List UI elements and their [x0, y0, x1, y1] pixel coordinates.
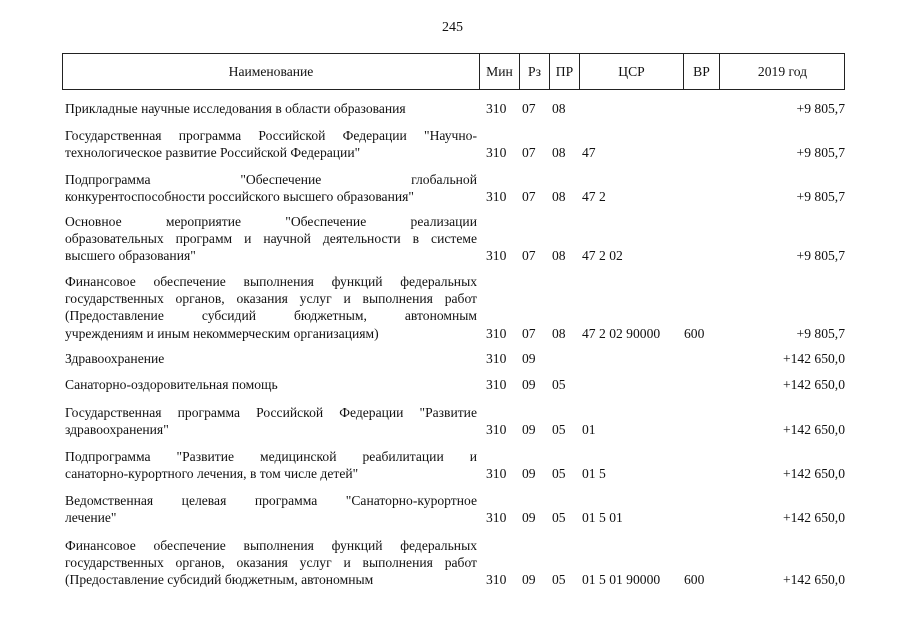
- table-row: [62, 376, 845, 393]
- row-name: [65, 273, 477, 342]
- cell-rz: 09: [522, 510, 536, 526]
- cell-amount: +9 805,7: [796, 100, 845, 116]
- cell-rz: 09: [522, 350, 536, 366]
- cell-min: 310: [486, 189, 507, 205]
- cell-rz: 09: [522, 572, 536, 588]
- row-name-line: санаторно-курортного лечения, в том числе детей": [65, 466, 359, 482]
- row-name-line: лечение": [65, 510, 117, 526]
- row-name: [65, 100, 477, 117]
- table-header: [62, 53, 845, 90]
- cell-pr: 05: [552, 376, 566, 392]
- cell-amount: +9 805,7: [796, 325, 845, 341]
- cell-pr: 08: [552, 248, 566, 264]
- cell-rz: 07: [522, 248, 536, 264]
- header-csr: ЦСР: [579, 54, 683, 89]
- cell-csr: 01 5 01: [582, 510, 623, 526]
- row-name: [65, 537, 477, 589]
- cell-pr: 05: [552, 510, 566, 526]
- cell-csr: 47: [582, 145, 596, 161]
- header-vr: ВР: [683, 54, 719, 89]
- row-name-line: Ведомственная целевая программа "Санаторно-курортное: [65, 493, 477, 508]
- cell-min: 310: [486, 376, 507, 392]
- table-row: [62, 350, 845, 367]
- row-name: [65, 213, 477, 265]
- cell-min: 310: [486, 248, 507, 264]
- table-row: [62, 448, 845, 482]
- cell-min: 310: [486, 325, 507, 341]
- cell-min: 310: [486, 145, 507, 161]
- cell-min: 310: [486, 572, 507, 588]
- row-name-line: конкурентоспособности российского высшего образования": [65, 189, 414, 205]
- cell-amount: +9 805,7: [796, 189, 845, 205]
- row-name-line: (Предоставление субсидий бюджетным, автономным: [65, 572, 374, 588]
- cell-csr: 47 2 02 90000: [582, 325, 661, 341]
- cell-min: 310: [486, 350, 507, 366]
- cell-amount: +142 650,0: [782, 376, 845, 392]
- cell-rz: 09: [522, 376, 536, 392]
- row-name-line: учреждениям и иным некоммерческим организациям): [65, 325, 379, 341]
- cell-pr: 08: [552, 100, 566, 116]
- cell-min: 310: [486, 466, 507, 482]
- cell-rz: 07: [522, 145, 536, 161]
- cell-amount: +142 650,0: [782, 466, 845, 482]
- header-year: 2019 год: [719, 54, 845, 89]
- row-name: [65, 492, 477, 526]
- row-name: [65, 127, 477, 161]
- row-name-line: Финансовое обеспечение выполнения функций федеральных: [65, 274, 477, 289]
- row-name-line: Государственная программа Российской Федерации "Развитие: [65, 405, 477, 420]
- row-name-line: здравоохранения": [65, 422, 169, 438]
- row-name: [65, 350, 477, 367]
- cell-rz: 09: [522, 422, 536, 438]
- row-name: [65, 404, 477, 438]
- row-name-line: государственных органов, оказания услуг и выполнения работ: [65, 555, 477, 571]
- table-row: [62, 127, 845, 161]
- cell-rz: 07: [522, 100, 536, 116]
- cell-csr: 01: [582, 422, 596, 438]
- cell-amount: +142 650,0: [782, 572, 845, 588]
- row-name: [65, 171, 477, 205]
- row-name-line: Прикладные научные исследования в области образования: [65, 101, 406, 116]
- table-row: [62, 492, 845, 526]
- cell-vr: 600: [684, 572, 705, 588]
- row-name-line: высшего образования": [65, 248, 196, 264]
- table-row: [62, 404, 845, 438]
- header-rz: Рз: [519, 54, 549, 89]
- row-name-line: Здравоохранение: [65, 351, 165, 366]
- cell-min: 310: [486, 422, 507, 438]
- table-row: [62, 171, 845, 205]
- row-name-line: государственных органов, оказания услуг и выполнения работ: [65, 291, 477, 307]
- table-row: [62, 273, 845, 342]
- cell-csr: 47 2: [582, 189, 606, 205]
- cell-amount: +142 650,0: [782, 510, 845, 526]
- header-min: Мин: [479, 54, 519, 89]
- cell-rz: 07: [522, 189, 536, 205]
- cell-min: 310: [486, 100, 507, 116]
- cell-csr: 47 2 02: [582, 248, 623, 264]
- row-name-line: Основное мероприятие "Обеспечение реализации: [65, 214, 477, 229]
- cell-pr: 08: [552, 325, 566, 341]
- cell-min: 310: [486, 510, 507, 526]
- row-name: [65, 448, 477, 482]
- cell-pr: 08: [552, 145, 566, 161]
- header-pr: ПР: [549, 54, 579, 89]
- cell-amount: +142 650,0: [782, 350, 845, 366]
- cell-pr: 05: [552, 572, 566, 588]
- cell-pr: 05: [552, 466, 566, 482]
- row-name-line: Подпрограмма "Развитие медицинской реабилитации и: [65, 449, 477, 464]
- table-row: [62, 100, 845, 117]
- cell-rz: 09: [522, 466, 536, 482]
- cell-vr: 600: [684, 325, 705, 341]
- cell-csr: 01 5 01 90000: [582, 572, 661, 588]
- table-row: [62, 213, 845, 265]
- row-name-line: Государственная программа Российской Федерации "Научно-: [65, 128, 477, 143]
- page-number: 245: [442, 20, 463, 35]
- cell-csr: 01 5: [582, 466, 606, 482]
- cell-pr: 08: [552, 189, 566, 205]
- row-name-line: Подпрограмма "Обеспечение глобальной: [65, 172, 477, 187]
- row-name-line: (Предоставление субсидий бюджетным, автономным: [65, 308, 477, 324]
- row-name: [65, 376, 477, 393]
- cell-amount: +9 805,7: [796, 145, 845, 161]
- cell-amount: +9 805,7: [796, 248, 845, 264]
- table-row: [62, 537, 845, 589]
- row-name-line: образовательных программ и научной деятельности в системе: [65, 231, 477, 247]
- row-name-line: Санаторно-оздоровительная помощь: [65, 377, 278, 392]
- row-name-line: технологическое развитие Российской Федерации": [65, 145, 361, 161]
- row-name-line: Финансовое обеспечение выполнения функций федеральных: [65, 538, 477, 553]
- cell-amount: +142 650,0: [782, 422, 845, 438]
- header-name: Наименование: [228, 64, 314, 79]
- cell-pr: 05: [552, 422, 566, 438]
- cell-rz: 07: [522, 325, 536, 341]
